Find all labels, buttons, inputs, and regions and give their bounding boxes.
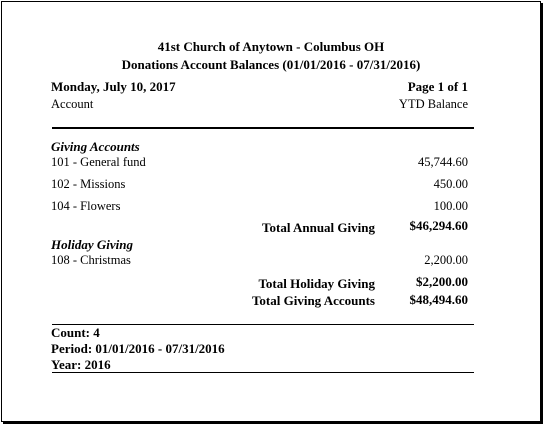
footer-period: Period: 01/01/2016 - 07/31/2016 — [51, 341, 225, 356]
subtotal-value: $46,294.60 — [409, 218, 468, 233]
account-balance: 45,744.60 — [418, 155, 468, 169]
report-date: Monday, July 10, 2017 — [51, 79, 176, 94]
column-header-balance: YTD Balance — [398, 97, 468, 111]
account-balance: 2,200.00 — [424, 253, 468, 267]
footer-count: Count: 4 — [51, 325, 100, 340]
footer-divider-top — [52, 324, 474, 325]
grand-total-label: Total Giving Accounts — [251, 293, 375, 308]
report-title: Donations Account Balances (01/01/2016 - 07/31/2016) — [121, 57, 421, 72]
account-balance: 100.00 — [433, 199, 468, 213]
account-balance: 450.00 — [433, 177, 468, 191]
grand-total-value: $48,494.60 — [409, 292, 468, 307]
group-heading: Holiday Giving — [51, 237, 133, 252]
account-name: 102 - Missions — [51, 177, 126, 191]
account-name: 104 - Flowers — [51, 199, 121, 213]
group-heading: Giving Accounts — [51, 139, 140, 154]
page-number: Page 1 of 1 — [407, 79, 468, 94]
footer-divider-bottom — [52, 372, 474, 373]
report-page — [1, 1, 541, 422]
footer-year: Year: 2016 — [51, 357, 111, 372]
header-divider — [52, 127, 474, 129]
column-header-account: Account — [51, 97, 94, 111]
subtotal-label: Total Holiday Giving — [258, 276, 375, 291]
org-title: 41st Church of Anytown - Columbus OH — [157, 39, 385, 54]
account-name: 101 - General fund — [51, 155, 146, 169]
subtotal-label: Total Annual Giving — [262, 220, 375, 235]
account-name: 108 - Christmas — [51, 253, 131, 267]
subtotal-value: $2,200.00 — [416, 274, 468, 289]
